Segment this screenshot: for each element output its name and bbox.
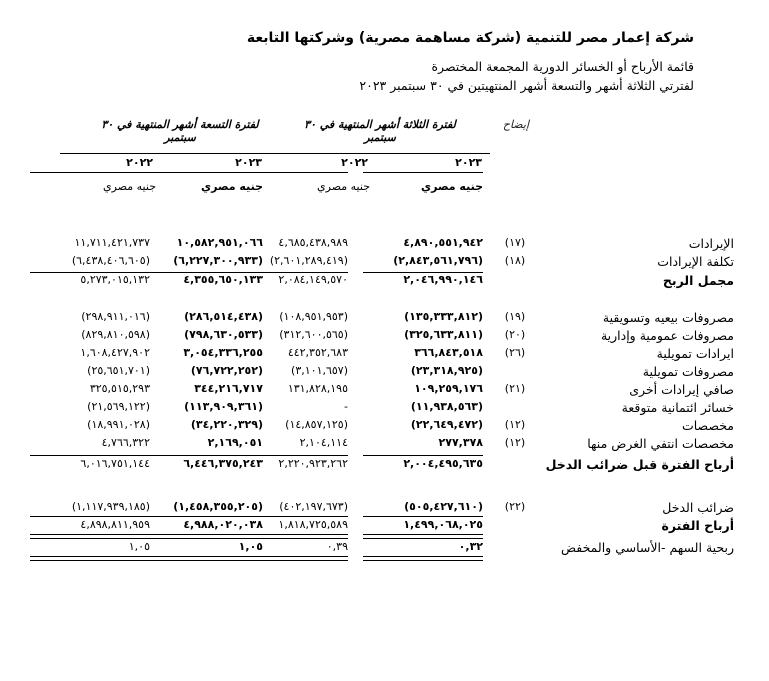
year-col-3: ٢٠٢٣ <box>235 156 262 169</box>
row-value: (٦,٢٢٧,٣٠٠,٩٣٣) <box>173 254 263 267</box>
row-note: (١٢) <box>504 418 526 431</box>
row-label: أرباح الفترة قبل ضرائب الدخل <box>545 457 734 472</box>
row-label: مخصصات <box>681 418 734 433</box>
row-label: تكلفة الإيرادات <box>657 254 734 269</box>
row-value: (٢٥,٦٥١,٧٠١) <box>87 364 150 377</box>
row-value: ٤٤٢,٣٥٢,٦٨٣ <box>287 346 348 359</box>
table-row-gross-profit <box>0 273 769 291</box>
subtotal-rule <box>30 516 150 517</box>
row-value: (٢٨٦,٥١٤,٤٣٨) <box>184 310 263 323</box>
row-value: ٢,٢٢٠,٩٢٣,٢٦٢ <box>278 457 348 470</box>
total-double-rule <box>30 534 150 539</box>
currency-col-2: جنيه مصري <box>317 180 370 193</box>
row-value: ١,٤٩٩,٠٦٨,٠٢٥ <box>403 518 483 531</box>
statement-title: قائمة الأرباح أو الخسائر الدورية المجمعة المختصرة <box>431 59 694 74</box>
row-value: (٦,٤٣٨,٤٠٦,٦٠٥) <box>71 254 150 267</box>
row-value: (٣٤,٢٢٠,٣٢٩) <box>190 418 263 431</box>
total-double-rule <box>363 534 483 539</box>
subtotal-rule <box>363 455 483 456</box>
row-value: (٢١,٥٦٩,١٢٢) <box>87 400 150 413</box>
table-row-selling-expenses <box>0 310 769 328</box>
row-value: (٢٣,٣١٨,٩٢٥) <box>410 364 483 377</box>
company-title: شركة إعمار مصر للتنمية (شركة مساهمة مصرية) وشركتها التابعة <box>246 30 694 46</box>
table-row-revenue <box>0 236 769 254</box>
row-value: ٣٤٤,٢١٦,٧١٧ <box>194 382 263 395</box>
row-value: (٥٠٥,٤٢٧,٦١٠) <box>404 500 483 513</box>
row-value: ٣,٠٥٤,٣٣٦,٢٥٥ <box>183 346 263 359</box>
row-label: ايرادات تمويلية <box>656 346 734 361</box>
row-value: (٤٠٢,١٩٧,٦٧٣) <box>279 500 348 513</box>
row-value: ٤,٧٦٦,٣٢٢ <box>101 436 150 449</box>
currency-col-4: جنيه مصري <box>103 180 156 193</box>
row-value: ٤,٣٥٥,٦٥٠,١٣٣ <box>183 273 263 286</box>
row-value: (٢٢,٦٤٩,٤٧٢) <box>410 418 483 431</box>
three-months-header: لفترة الثلاثة أشهر المنتهية في ٣٠ سبتمبر <box>304 118 456 144</box>
table-row-provisions <box>0 418 769 436</box>
row-value: (٨٢٩,٨١٠,٥٩٨) <box>81 328 150 341</box>
row-value: (٣١٢,٦٠٠,٥٦٥) <box>279 328 348 341</box>
row-label: أرباح الفترة <box>661 518 734 533</box>
currency-col-3: جنيه مصري <box>201 180 263 193</box>
year-rule-1 <box>363 172 483 173</box>
row-value: (١٤,٨٥٧,١٢٥) <box>285 418 348 431</box>
note-column-header: إيضاح <box>502 118 529 131</box>
year-col-4: ٢٠٢٢ <box>126 156 153 169</box>
row-label: ضرائب الدخل <box>662 500 734 515</box>
row-label: مصروفات بيعيه وتسويقية <box>602 310 734 325</box>
row-value: ٤,٦٨٥,٤٣٨,٩٨٩ <box>278 236 348 249</box>
row-label: خسائر ائتمانية متوقعة <box>621 400 734 415</box>
row-note: (٢٢) <box>504 500 526 513</box>
table-row-admin-expenses <box>0 328 769 346</box>
row-value: ١٣١,٨٢٨,١٩٥ <box>287 382 348 395</box>
row-label: ربحية السهم -الأساسي والمخفض <box>560 540 734 555</box>
period-title: لفترتي الثلاثة أشهر والتسعة أشهر المنتهيتين في ٣٠ سبتمبر ٢٠٢٣ <box>359 78 694 93</box>
table-row-provisions-released <box>0 436 769 454</box>
row-value: ٢,١٠٤,١١٤ <box>299 436 348 449</box>
row-value: ٢,٠٨٤,١٤٩,٥٧٠ <box>278 273 348 286</box>
nine-months-header: لفترة التسعة أشهر المنتهية في ٣٠ سبتمبر <box>101 118 259 144</box>
row-label: مجمل الربح <box>662 273 734 288</box>
table-row-expected-credit-losses <box>0 400 769 418</box>
total-double-rule <box>363 556 483 561</box>
row-note: (١٩) <box>504 310 526 323</box>
year-col-2: ٢٠٢٢ <box>341 156 368 169</box>
row-value: (١,١١٧,٩٣٩,١٨٥) <box>71 500 150 513</box>
row-value: (٣٢٥,٦٣٣,٨١١) <box>404 328 483 341</box>
row-value: ١,٠٥ <box>238 540 263 553</box>
table-row-finance-income <box>0 346 769 364</box>
row-value: ١٠٩,٢٥٩,١٧٦ <box>414 382 483 395</box>
year-rule-4 <box>30 172 150 173</box>
row-value: ٤,٨٩٠,٥٥١,٩٤٢ <box>403 236 483 249</box>
header-rule <box>60 153 490 154</box>
year-rule-3 <box>143 172 263 173</box>
row-value: (١٠٨,٩٥١,٩٥٣) <box>279 310 348 323</box>
row-value: ٢٧٧,٣٧٨ <box>438 436 483 449</box>
row-value: ٣٢٥,٥١٥,٢٩٣ <box>89 382 150 395</box>
row-value: (١١٣,٩٠٩,٣٦١) <box>184 400 263 413</box>
row-value: (٣,١٠١,٦٥٧) <box>291 364 348 377</box>
table-row-other-income <box>0 382 769 400</box>
row-value: (١٣٥,٣٣٣,٨١٢) <box>404 310 483 323</box>
row-label: مخصصات انتفي الغرض منها <box>587 436 734 451</box>
row-label: مصروفات تمويلية <box>642 364 734 379</box>
row-value: (٧٦,٧٢٢,٢٥٢) <box>190 364 263 377</box>
row-value: ٦,٠١٦,٧٥١,١٤٤ <box>80 457 150 470</box>
table-row-finance-costs <box>0 364 769 382</box>
row-value: ٢,٠٠٤,٤٩٥,٦٣٥ <box>403 457 483 470</box>
year-col-1: ٢٠٢٣ <box>455 156 482 169</box>
row-value: ١,٠٥ <box>128 540 150 553</box>
row-value: (١١,٩٣٨,٥٦٣) <box>410 400 483 413</box>
row-value: ١٠,٥٨٢,٩٥١,٠٦٦ <box>176 236 263 249</box>
row-value: ١,٦٠٨,٤٢٧,٩٠٢ <box>80 346 150 359</box>
row-value: (٢٩٨,٩١١,٠١٦) <box>81 310 150 323</box>
row-value: ٢,١٦٩,٠٥١ <box>207 436 263 449</box>
row-value: ٥,٢٧٣,٠١٥,١٣٢ <box>80 273 150 286</box>
row-value: ٠,٣٢ <box>458 540 483 553</box>
total-double-rule <box>143 556 263 561</box>
row-label: صافي إيرادات أخرى <box>629 382 734 397</box>
row-value: ٤,٨٩٨,٨١١,٩٥٩ <box>80 518 150 531</box>
row-value: ٣٦٦,٨٤٣,٥١٨ <box>414 346 483 359</box>
table-row-profit-before-tax <box>0 457 769 475</box>
row-label: الإيرادات <box>688 236 734 251</box>
row-value: ٦,٤٤٦,٣٧٥,٢٤٣ <box>183 457 263 470</box>
total-double-rule <box>143 534 263 539</box>
row-label: مصروفات عمومية وإدارية <box>600 328 734 343</box>
subtotal-rule <box>30 455 150 456</box>
row-value: ١١,٧١١,٤٢١,٧٣٧ <box>74 236 150 249</box>
subtotal-rule <box>363 516 483 517</box>
table-row-cost-of-revenue <box>0 254 769 272</box>
subtotal-rule <box>143 516 263 517</box>
row-note: (٢٠) <box>504 328 526 341</box>
row-value: ٤,٩٨٨,٠٢٠,٠٣٨ <box>183 518 263 531</box>
row-value: ٠,٣٩ <box>326 540 348 553</box>
row-value: - <box>344 400 348 413</box>
row-note: (١٨) <box>504 254 526 267</box>
row-value: (٢,٨٤٣,٥٦١,٧٩٦) <box>393 254 483 267</box>
total-double-rule <box>30 556 150 561</box>
row-value: ٢,٠٤٦,٩٩٠,١٤٦ <box>403 273 483 286</box>
subtotal-rule <box>143 455 263 456</box>
row-value: (١,٤٥٨,٣٥٥,٢٠٥) <box>173 500 263 513</box>
row-value: (٧٩٨,٦٣٠,٥٣٣) <box>184 328 263 341</box>
row-note: (١٢) <box>504 436 526 449</box>
row-note: (٢٦) <box>504 346 526 359</box>
row-note: (٢١) <box>504 382 526 395</box>
row-note: (١٧) <box>504 236 526 249</box>
row-value: (٢,٦٠١,٢٨٩,٤١٩) <box>269 254 348 267</box>
currency-col-1: جنيه مصري <box>421 180 483 193</box>
row-value: (١٨,٩٩١,٠٢٨) <box>87 418 150 431</box>
row-value: ١,٨١٨,٧٢٥,٥٨٩ <box>278 518 348 531</box>
